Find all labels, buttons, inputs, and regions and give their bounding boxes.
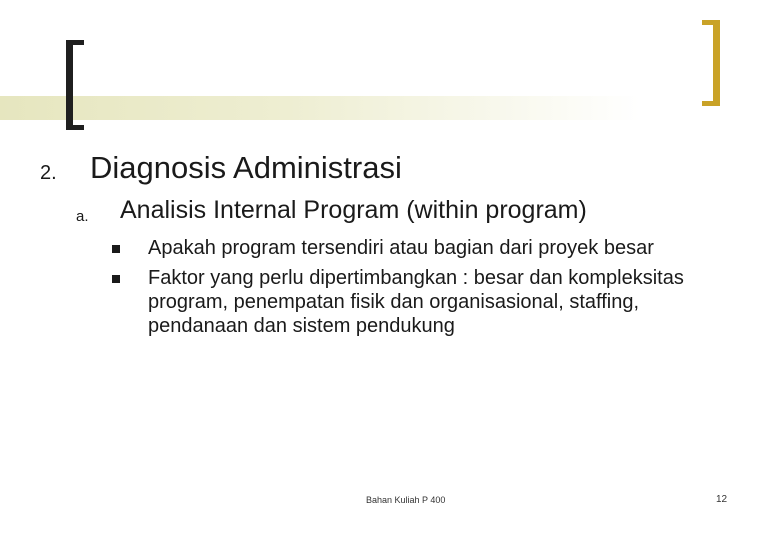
square-bullet-icon: [112, 275, 120, 283]
square-bullet-icon: [112, 245, 120, 253]
list-item: [112, 266, 712, 338]
section-number: 2.: [40, 162, 57, 184]
bullet-list: [112, 236, 712, 344]
list-item: [112, 236, 712, 260]
footer-text: Bahan Kuliah P 400: [366, 495, 446, 505]
page-number: 12: [716, 494, 728, 505]
sub-title: Analisis Internal Program (within program): [120, 196, 587, 224]
bullet-text: Faktor yang perlu dipertimbangkan : besar dan kompleksitas program, penempatan fisik dan organisasional, staffing, pendanaan dan sistem pendukung: [148, 267, 684, 337]
header-band: [0, 96, 640, 120]
sub-marker: a.: [76, 208, 89, 225]
right-bracket-icon: [702, 20, 720, 106]
left-bracket-icon: [66, 40, 84, 130]
section-title: Diagnosis Administrasi: [90, 150, 402, 185]
bullet-text: Apakah program tersendiri atau bagian dari proyek besar: [148, 237, 654, 259]
